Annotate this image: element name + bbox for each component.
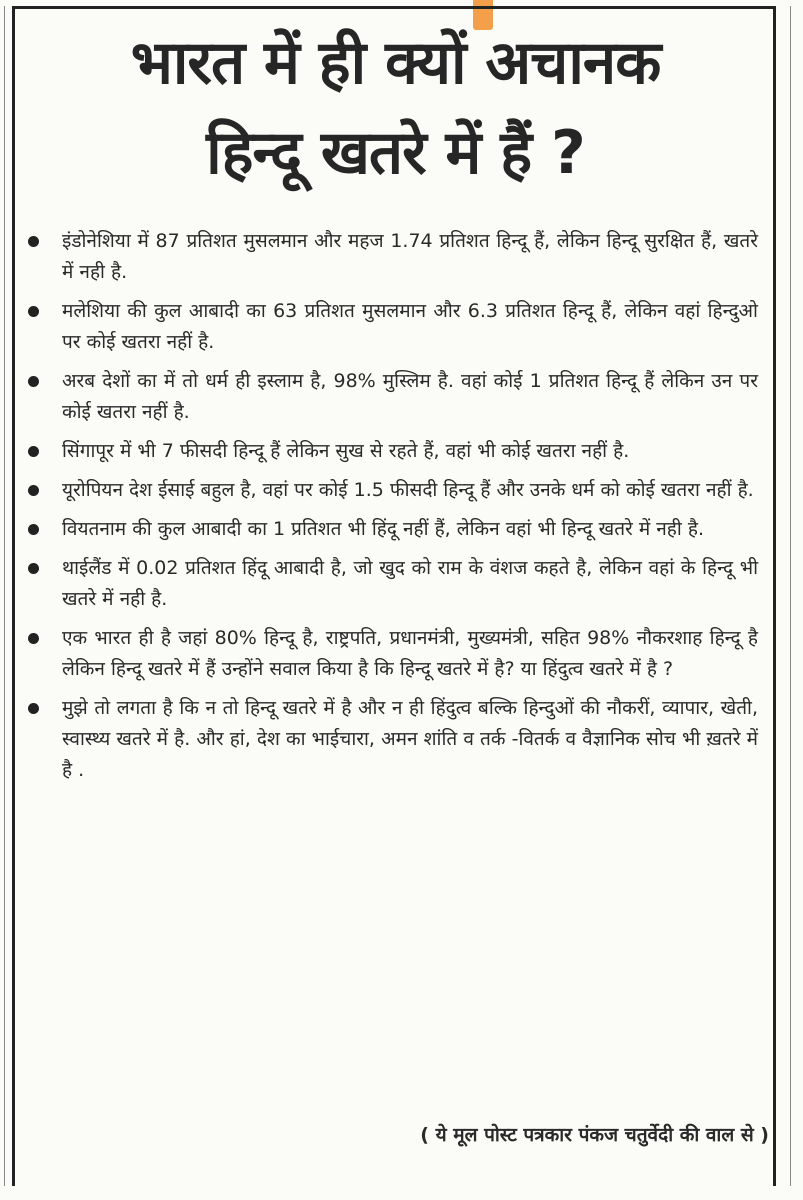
source-credit: ( ये मूल पोस्ट पत्रकार पंकज चतुर्वेदी की वाल से ) <box>420 1124 769 1146</box>
point-text: अरब देशों का में तो धर्म ही इस्लाम है, 98% मुस्लिम है. वहां कोई 1 प्रतिशत हिन्दू हैं लेकिन उन पर कोई खतरा नहीं है. <box>62 370 758 423</box>
list-item <box>22 693 758 786</box>
left-border-line <box>4 6 5 1186</box>
point-text: यूरोपियन देश ईसाई बहुल है, वहां पर कोई 1.5 फीसदी हिन्दू हैं और उनके धर्म को कोई खतरा नहीं है. <box>62 479 754 501</box>
list-item <box>22 514 758 545</box>
bullet-icon <box>28 633 39 644</box>
bullet-icon <box>28 563 39 574</box>
points-list <box>22 226 758 794</box>
list-item <box>22 623 758 685</box>
list-item <box>22 475 758 506</box>
bullet-icon <box>28 306 39 317</box>
bullet-icon <box>28 524 39 535</box>
point-text: सिंगापूर में भी 7 फीसदी हिन्दू हैं लेकिन सुख से रहते हैं, वहां भी कोई खतरा नहीं है. <box>62 440 630 462</box>
point-text: एक भारत ही है जहां 80% हिन्दू है, राष्ट्रपति, प्रधानमंत्री, मुख्यमंत्री, सहित 98% नौकरशाह हिन्दू है लेकिन हिन्दू खतरे में हैं उन्होंने सवाल किया है कि हिन्दू खतरे में है? या हिंदुत्व खतरे में है ? <box>62 627 758 680</box>
list-item <box>22 296 758 358</box>
list-item <box>22 366 758 428</box>
point-text: इंडोनेशिया में 87 प्रतिशत मुसलमान और महज 1.74 प्रतिशत हिन्दू हैं, लेकिन हिन्दू सुरक्षित हैं, खतरे में नही है. <box>62 230 758 283</box>
right-border-line <box>790 6 791 1186</box>
bullet-icon <box>28 236 39 247</box>
point-text: मलेशिया की कुल आबादी का 63 प्रतिशत मुसलमान और 6.3 प्रतिशत हिन्दू हैं, लेकिन वहां हिन्दुओ पर कोई खतरा नहीं है. <box>62 300 758 353</box>
bullet-icon <box>28 446 39 457</box>
bullet-icon <box>28 703 39 714</box>
headline <box>18 18 773 198</box>
list-item <box>22 553 758 615</box>
headline-line-1: भारत में ही क्यों अचानक <box>130 28 661 98</box>
headline-line-2: हिन्दू खतरे में हैं ? <box>206 118 585 188</box>
point-text: थाईलैंड में 0.02 प्रतिशत हिंदू आबादी है, जो खुद को राम के वंशज कहते है, लेकिन वहां के हिन्दू भी खतरे में नही है. <box>62 557 758 610</box>
list-item <box>22 226 758 288</box>
point-text: मुझे तो लगता है कि न तो हिन्दू खतरे में है और न ही हिंदुत्व बल्कि हिन्दुओं की नौकरीं, व्यापार, खेती, स्वास्थ्य खतरे में है. और हां, देश का भाईचारा, अमन शांति व तर्क -वितर्क व वैज्ञानिक सोच भी ख़तरे में है . <box>62 697 758 781</box>
list-item <box>22 436 758 467</box>
bullet-icon <box>28 485 39 496</box>
point-text: वियतनाम की कुल आबादी का 1 प्रतिशत भी हिंदू नहीं हैं, लेकिन वहां भी हिन्दू खतरे में नही है. <box>62 518 704 540</box>
bullet-icon <box>28 376 39 387</box>
